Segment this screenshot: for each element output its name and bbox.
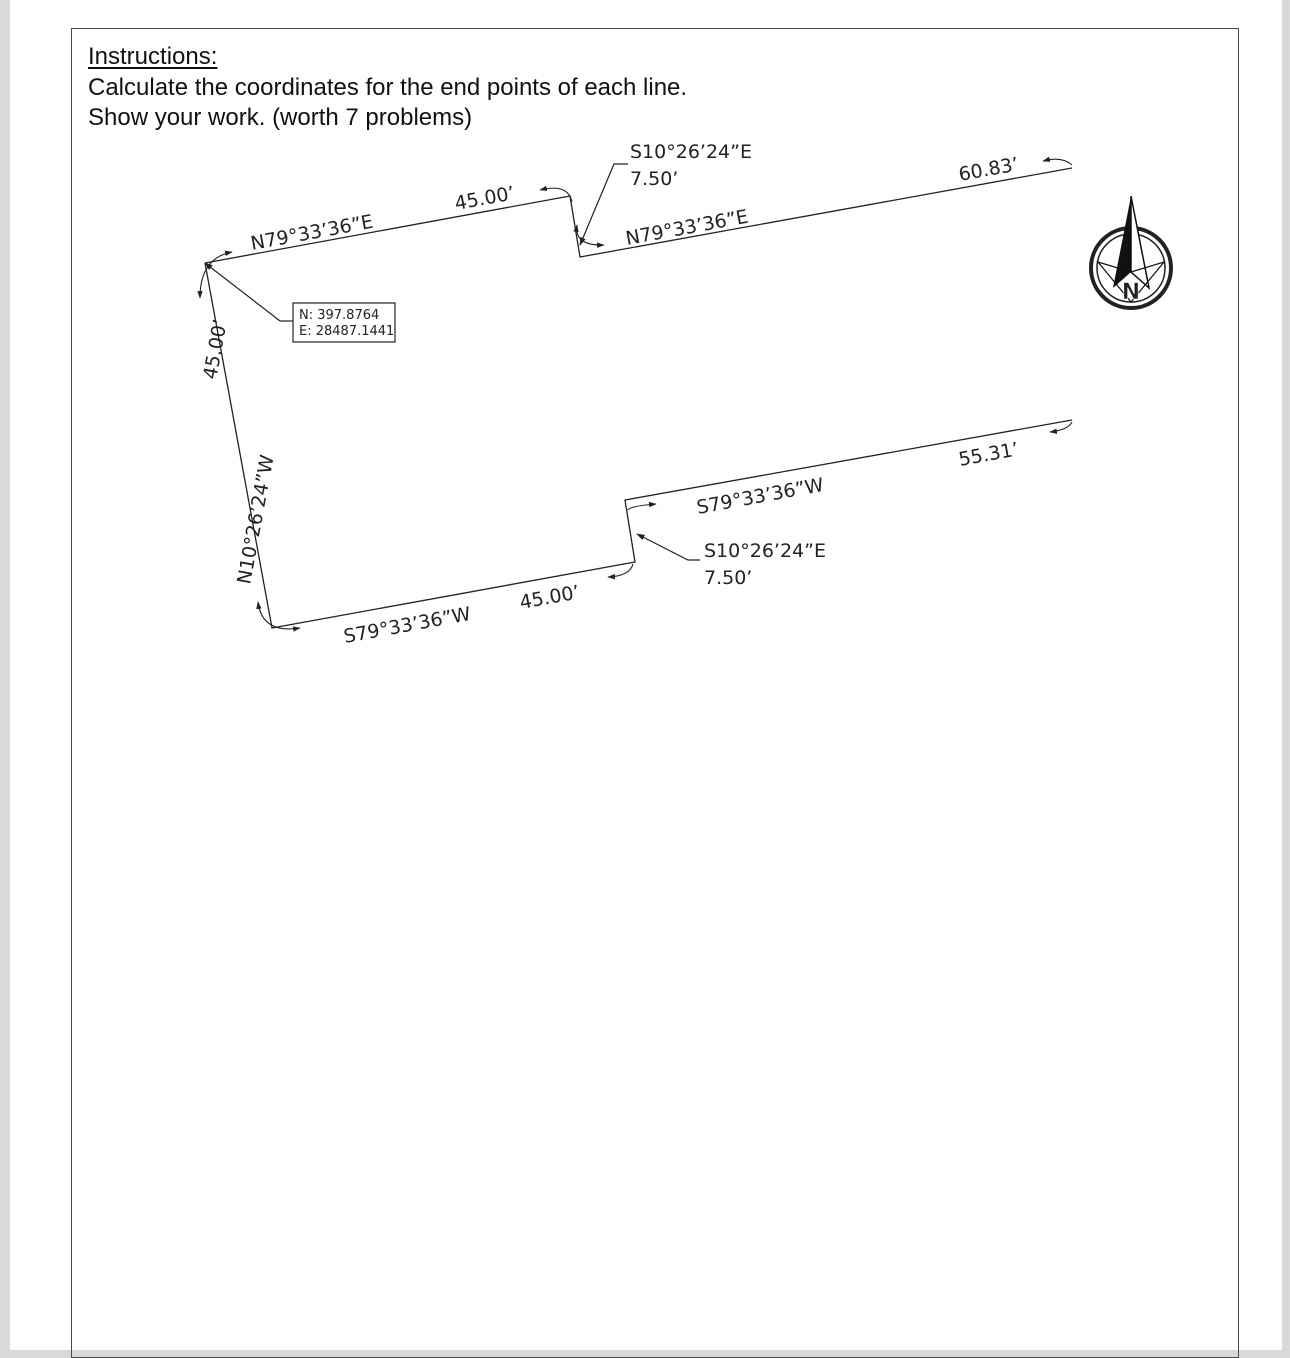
start-point-leader xyxy=(205,263,280,321)
course-2-distance: 7.50’ xyxy=(630,168,679,190)
course-7-bearing: N10°26’24”W xyxy=(233,453,279,586)
course-5-distance: 7.50’ xyxy=(704,567,753,589)
leader-course-5 xyxy=(637,534,700,560)
direction-arc-8 xyxy=(258,602,300,629)
start-northing: N: 397.8764 xyxy=(299,308,380,323)
course-1-distance: 45.00’ xyxy=(452,182,517,215)
leader-course-2 xyxy=(580,164,628,245)
north-arrow-icon xyxy=(1091,196,1171,308)
course-4-distance: 55.31’ xyxy=(956,438,1021,471)
direction-arc-2 xyxy=(540,188,572,202)
course-3-distance: 60.83’ xyxy=(956,153,1021,186)
course-4-bearing: S79°33’36”W xyxy=(694,473,826,519)
instructions-line-2: Show your work. (worth 7 problems) xyxy=(88,104,473,131)
course-2-bearing: S10°26’24”E xyxy=(630,141,752,163)
course-3-bearing: N79°33’36”E xyxy=(623,205,750,250)
instructions-line-1: Calculate the coordinates for the end points of each line. xyxy=(88,74,688,101)
course-7-distance: 45.00’ xyxy=(199,317,232,381)
course-6-bearing: S79°33’36”W xyxy=(341,602,473,648)
start-easting: E: 28487.1441 xyxy=(299,324,395,339)
instructions-heading: Instructions: xyxy=(88,43,218,70)
course-6-distance: 45.00’ xyxy=(517,581,582,614)
north-arrow-letter: N xyxy=(1121,280,1141,305)
course-5-bearing: S10°26’24”E xyxy=(704,540,826,562)
course-1-bearing: N79°33’36”E xyxy=(248,210,375,255)
direction-arc-6 xyxy=(628,504,656,510)
direction-arc-4 xyxy=(1043,159,1072,165)
